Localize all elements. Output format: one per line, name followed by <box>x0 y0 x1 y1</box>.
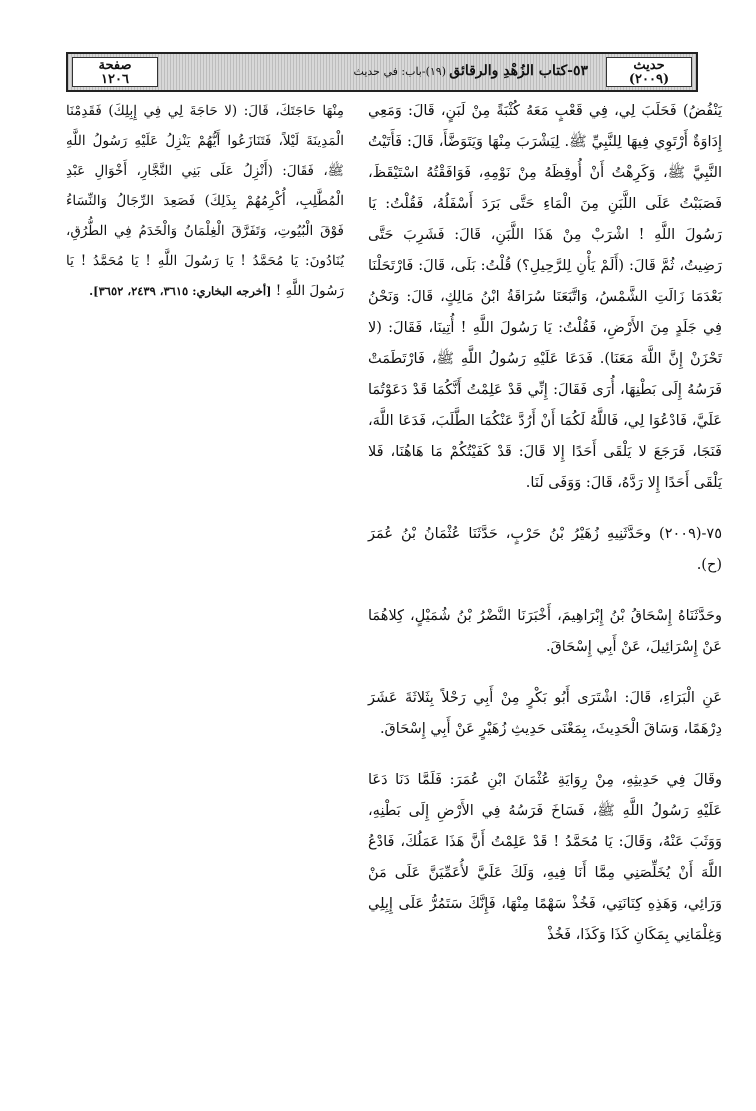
page-number-box <box>72 57 158 87</box>
isnad-paragraph: ٧٥-(٢٠٠٩) وحَدَّثَنِيهِ زُهَيْرُ بْنُ حَرْبٍ، حَدَّثَنَا عُثْمَانُ بْنُ عُمَرَ (ح). <box>368 526 722 573</box>
right-column <box>368 96 722 951</box>
page-label: صفحة <box>98 58 132 73</box>
left-column <box>66 96 344 306</box>
book-title: ٥٣-كتاب الزُهْدِ والرقائق <box>449 63 588 79</box>
hadith-text-paragraph: يَنْفُضُ) فَحَلَبَ لِي، فِي قَعْبٍ مَعَهُ كُثْبَةً مِنْ لَبَنٍ، قَالَ: وَمَعِي إِدَاوَةٌ أَرْتَوِي فِيهَا لِلنَّبِيِّ ﷺ. لِيَشْرَبَ مِنْهَا وَيَتَوَضَّأَ، قَالَ: فَأَتَيْتُ النَّبِيَّ ﷺ، وَكَرِهْتُ أَنْ أُوقِظَهُ مِنْ نَوْمِهِ، فَوَافَقْتُهُ اسْتَيْقَظَ، فَصَبَبْتُ عَلَى اللَّبَنِ مِنَ الْمَاءِ حَتَّى بَرَدَ أَسْفَلُهُ، فَقُلْتُ: يَا رَسُولَ اللَّهِ ! اشْرَبْ مِنْ هَذَا اللَّبَنِ، قَالَ: فَشَرِبَ حَتَّى رَضِيتُ، ثُمَّ قَالَ: (أَلَمْ يَأْنِ لِلرَّحِيلِ؟) قُلْتُ: بَلَى، قَالَ: فَارْتَحَلْنَا بَعْدَمَا زَالَتِ الشَّمْسُ، وَاتَّبَعَنَا سُرَاقَةُ ابْنُ مَالِكٍ، قَالَ: وَنَحْنُ فِي جَلَدٍ مِنَ الأَرْضِ، فَقُلْتُ: يَا رَسُولَ اللَّهِ ! أُتِينَا، فَقَالَ: (لا تَحْزَنْ إِنَّ اللَّهَ مَعَنَا). فَدَعَا عَلَيْهِ رَسُولُ اللَّهِ ﷺ، فَارْتَطَمَتْ فَرَسُهُ إِلَى بَطْنِهَا، أُرَى فَقَالَ: إِنِّي قَدْ عَلِمْتُ أَنَّكُمَا قَدْ دَعَوْتُمَا عَلَيَّ، فَادْعُوَا لِي، فَاللَّهُ لَكُمَا أَنْ أَرُدَّ عَنْكُمَا الطَّلَبَ، فَدَعَا اللَّهَ، فَنَجَا، فَرَجَعَ لا يَلْقَى أَحَدًا إِلا قَالَ: قَدْ كَفَيْتُكُمْ مَا هَاهُنَا، فَلا يَلْقَى أَحَدًا إِلا رَدَّهُ، قَالَ: وَوَفَى لَنَا. <box>368 103 722 491</box>
hadith-number: (٢٠٠٩) <box>628 72 670 87</box>
page-header <box>66 52 698 92</box>
hadith-text-paragraph: عَنِ الْبَرَاءِ، قَالَ: اشْتَرَى أَبُو بَكْرٍ مِنْ أَبِي رَحْلاً بِثَلاثَةَ عَشَرَ دِرْهَمًا، وَسَاقَ الْحَدِيثَ، بِمَعْنَى حَدِيثِ زُهَيْرٍ عَنْ أَبِي إِسْحَاقَ. <box>368 690 722 737</box>
takhrij-reference: [أخرجه البخاري: ٣٦١٥، ٢٤٣٩، ٣٦٥٢]. <box>89 284 272 298</box>
hadith-text-paragraph: وقَالَ فِي حَدِيثِهِ، مِنْ رِوَايَةِ عُثْمَانَ ابْنِ عُمَرَ: فَلَمَّا دَنَا دَعَا عَلَيْهِ رَسُولُ اللَّهِ ﷺ، فَسَاخَ فَرَسُهُ فِي الأَرْضِ إِلَى بَطْنِهِ، وَوَثَبَ عَنْهُ، وَقَالَ: يَا مُحَمَّدُ ! قَدْ عَلِمْتُ أَنَّ هَذَا عَمَلُكَ، فَادْعُ اللَّهَ أَنْ يُخَلِّصَنِي مِمَّا أَنَا فِيهِ، وَلَكَ عَلَيَّ لأُعَمِّيَنَّ عَلَى مَنْ وَرَائِي، وَهَذِهِ كِنَانَتِي، فَخُذْ سَهْمًا مِنْهَا، فَإِنَّكَ سَتَمُرُّ عَلَى إِبِلِي وَغِلْمَانِي بِمَكَانِ كَذَا وَكَذَا، فَخُذْ <box>368 772 722 943</box>
isnad-paragraph: وحَدَّثَنَاهُ إِسْحَاقُ بْنُ إِبْرَاهِيمَ، أَخْبَرَنَا النَّضْرُ بْنُ شُمَيْلٍ، كِلاهُمَا عَنْ إِسْرَائِيلَ، عَنْ أَبِي إِسْحَاقَ. <box>368 608 722 655</box>
hadith-label: حديث <box>633 58 665 73</box>
chapter-title: (١٩)-باب: في حديث <box>353 65 446 78</box>
hadith-number-box <box>606 57 692 87</box>
hadith-continuation <box>66 96 344 306</box>
hadith-text: مِنْهَا حَاجَتَكَ، قَالَ: (لا حَاجَةَ لِي فِي إِبِلِكَ) فَقَدِمْنَا الْمَدِينَةَ لَيْلاً، فَتَنَازَعُوا أَيُّهُمْ يَنْزِلُ عَلَيْهِ رَسُولُ اللَّهِ ﷺ، فَقَالَ: (أَنْزِلُ عَلَى بَنِي النَّجَّارِ، أَخْوَالِ عَبْدِ الْمُطَّلِبِ، أُكْرِمُهُمْ بِذَلِكَ) فَصَعِدَ الرِّجَالُ وَالنِّسَاءُ فَوْقَ الْبُيُوتِ، وَتَفَرَّقَ الْغِلْمَانُ وَالْخَدَمُ فِي الطُّرُقِ، يُنَادُونَ: يَا مُحَمَّدُ ! يَا رَسُولَ اللَّهِ ! يَا مُحَمَّدُ ! يَا رَسُولَ اللَّهِ ! <box>66 103 344 299</box>
page-number: ١٢٠٦ <box>101 72 129 87</box>
